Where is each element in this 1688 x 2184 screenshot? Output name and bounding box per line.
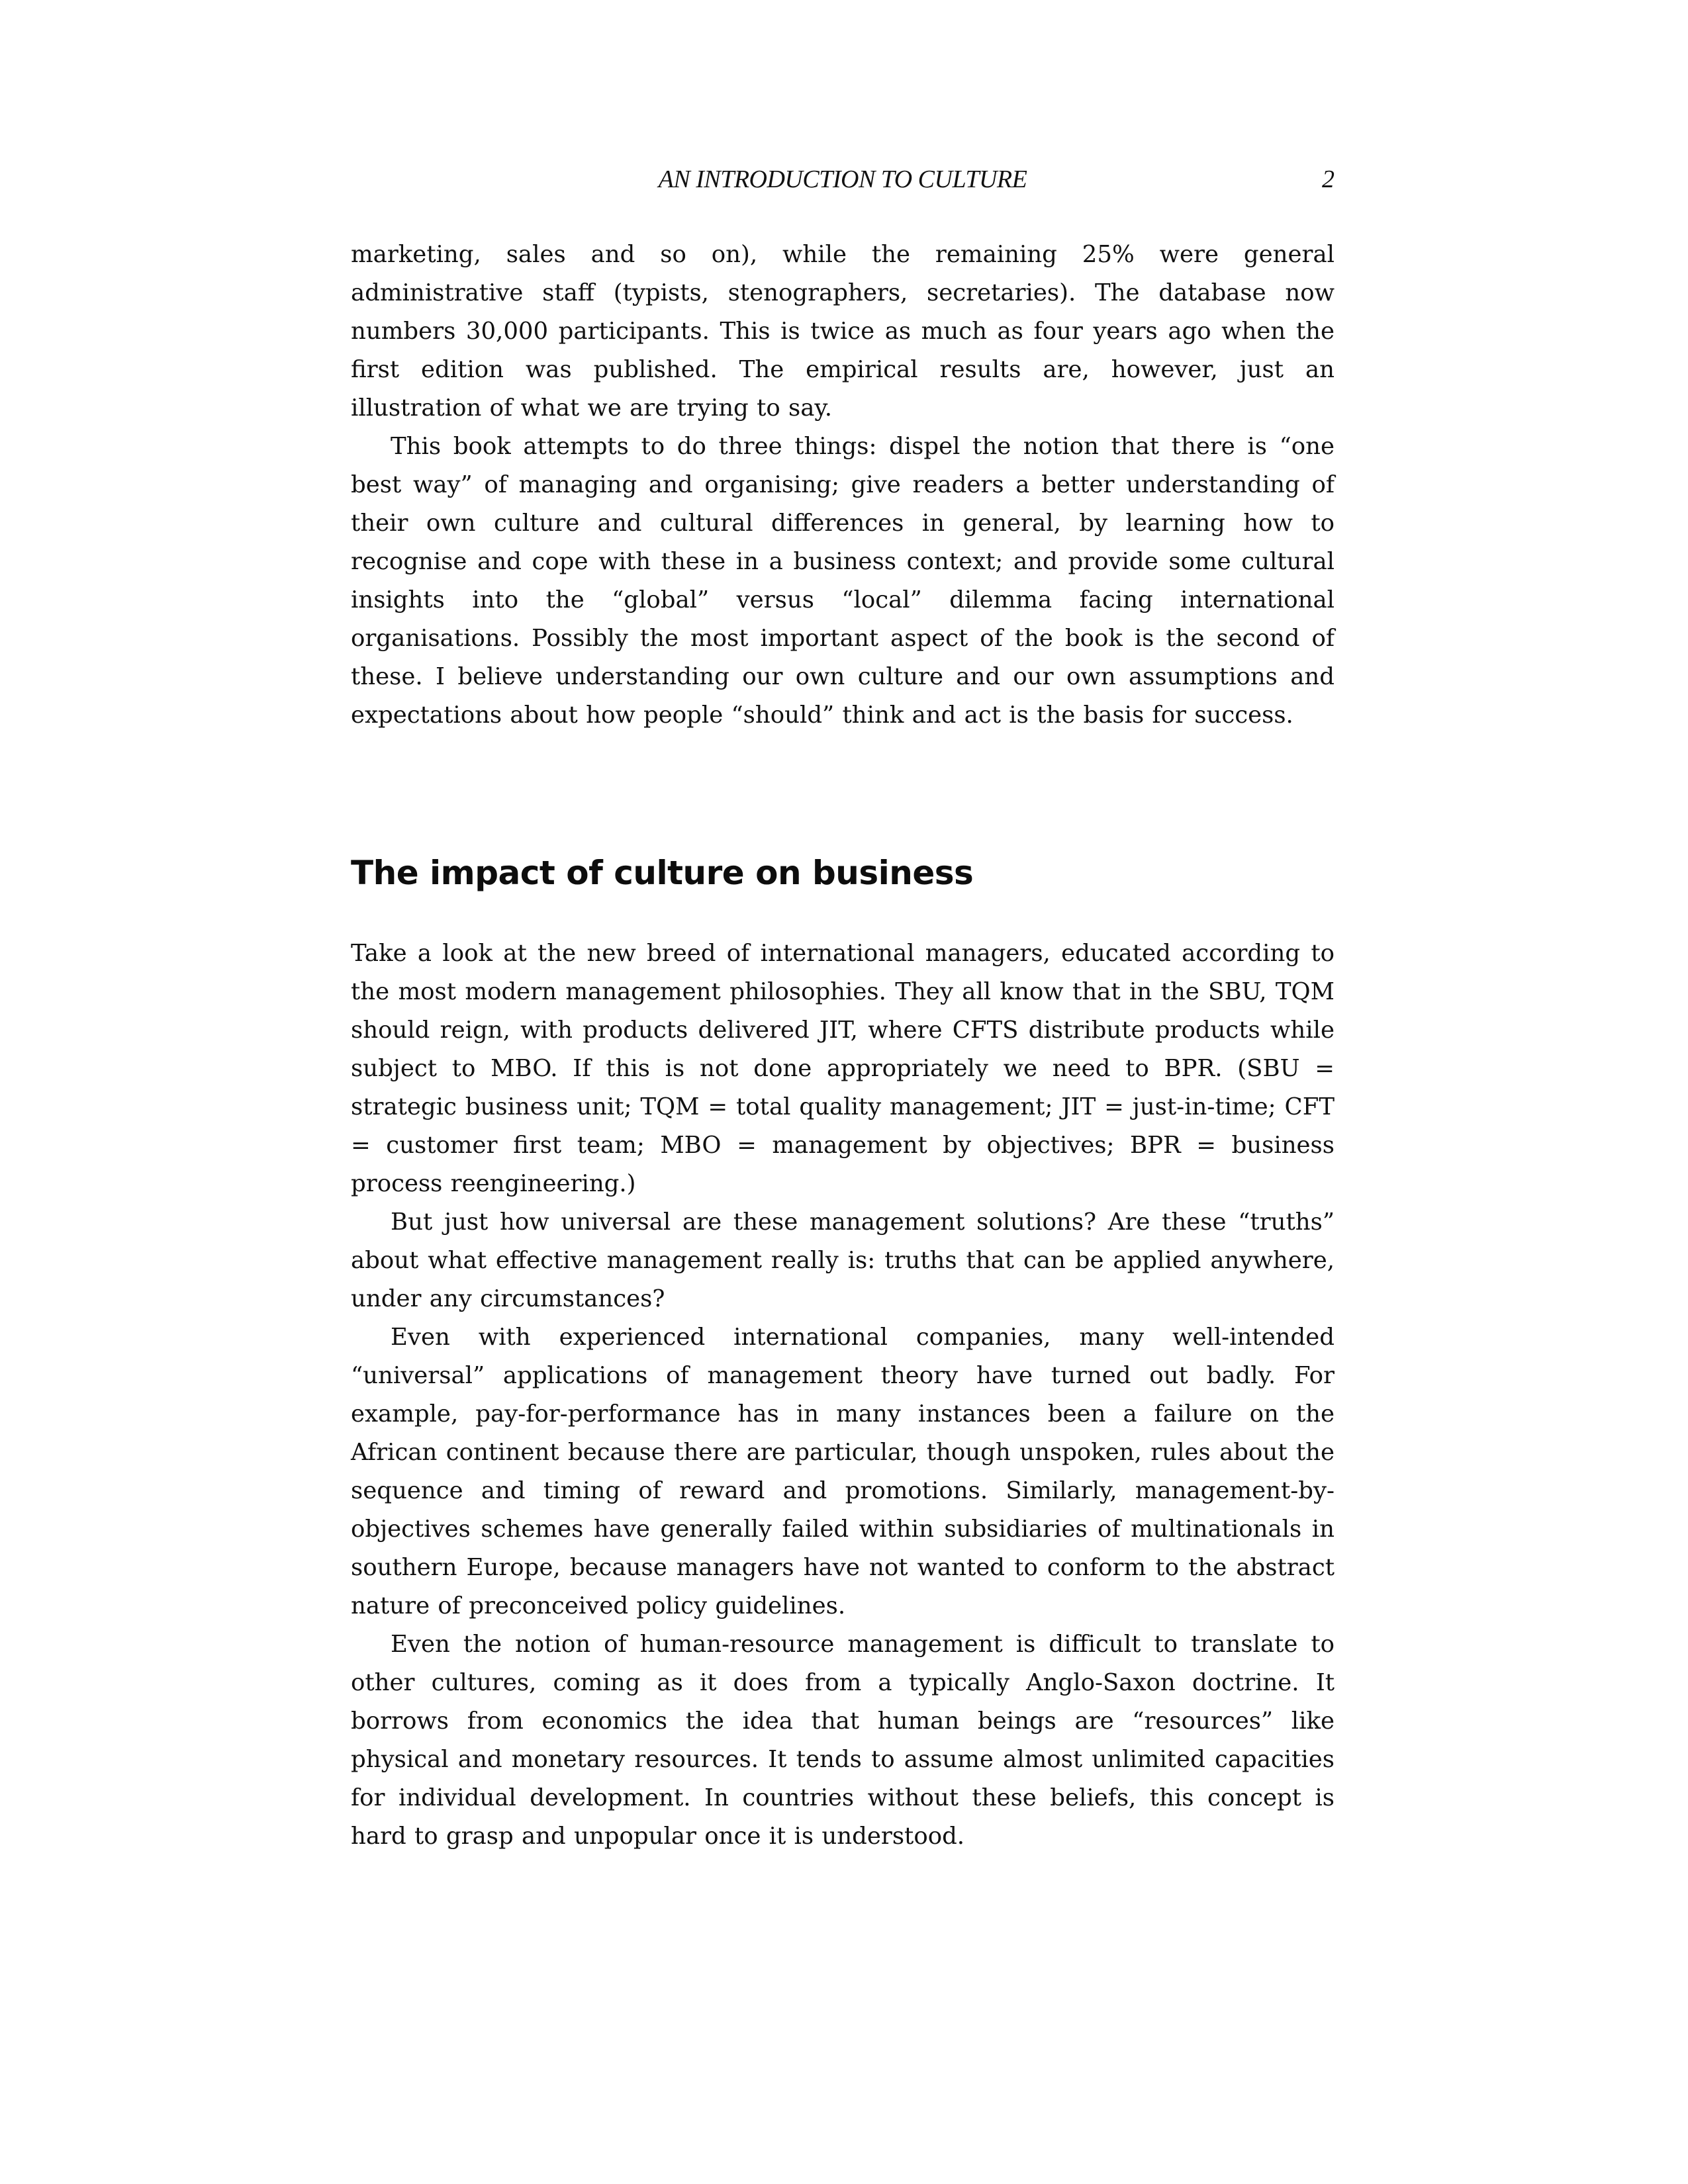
section-paragraph-4: Even the notion of human-resource management is difficult to translate to other cultures, coming as it does from a typically Anglo-Saxon doctrine. It borrows from economics the idea that human beings are “resources” like physical and monetary resources. It tends to assume almost unlimited capacities for individual development. In countries without these beliefs, this concept is hard to grasp and unpopular once it is understood.	[351, 1631, 1335, 1850]
section-paragraph-2: But just how universal are these management solutions? Are these “truths” about what effective management really is: truths that can be applied anywhere, under any circumstances?	[351, 1208, 1335, 1312]
intro-text	[351, 236, 1335, 735]
section-paragraph-1: Take a look at the new breed of international managers, educated according to the most modern management philosophies. They all know that in the SBU, TQM should reign, with products delivered JIT, where CFTS distribute products while subject to MBO. If this is not done appropriately we need to BPR. (SBU = strategic business unit; TQM = total quality management; JIT = just-in-time; CFT = customer first team; MBO = management by objectives; BPR = business process reengineering.)	[351, 940, 1335, 1197]
book-page	[351, 0, 1335, 2184]
section-body	[351, 934, 1335, 1856]
intro-paragraph-2: This book attempts to do three things: dispel the notion that there is “one best way” of managing and organising; give readers a better understanding of their own culture and cultural differences in general, by learning how to recognise and cope with these in a business context; and provide some cultural insights into the “global” versus “local” dilemma facing international organisations. Possibly the most important aspect of the book is the second of these. I believe understanding our own culture and our own assumptions and expectations about how people “should” think and act is the basis for success.	[351, 433, 1335, 729]
page-number: 2	[1322, 165, 1335, 193]
section-paragraph-3: Even with experienced international companies, many well-intended “universal” applications of management theory have turned out badly. For example, pay-for-performance has in many instances been a failure on the African continent because there are particular, though unspoken, rules about the sequence and timing of reward and promotions. Similarly, management-by-objectives schemes have generally failed within subsidiaries of multinationals in southern Europe, because managers have not wanted to conform to the abstract nature of preconceived policy guidelines.	[351, 1324, 1335, 1619]
intro-paragraph-1: marketing, sales and so on), while the remaining 25% were general administrative staff (typists, stenographers, secretaries). The database now numbers 30,000 participants. This is twice as much as four years ago when the first edition was published. The empirical results are, however, just an illustration of what we are trying to say.	[351, 241, 1335, 422]
running-title: AN INTRODUCTION TO CULTURE	[658, 165, 1027, 193]
section-heading: The impact of culture on business	[351, 854, 974, 892]
running-header	[351, 163, 1335, 196]
